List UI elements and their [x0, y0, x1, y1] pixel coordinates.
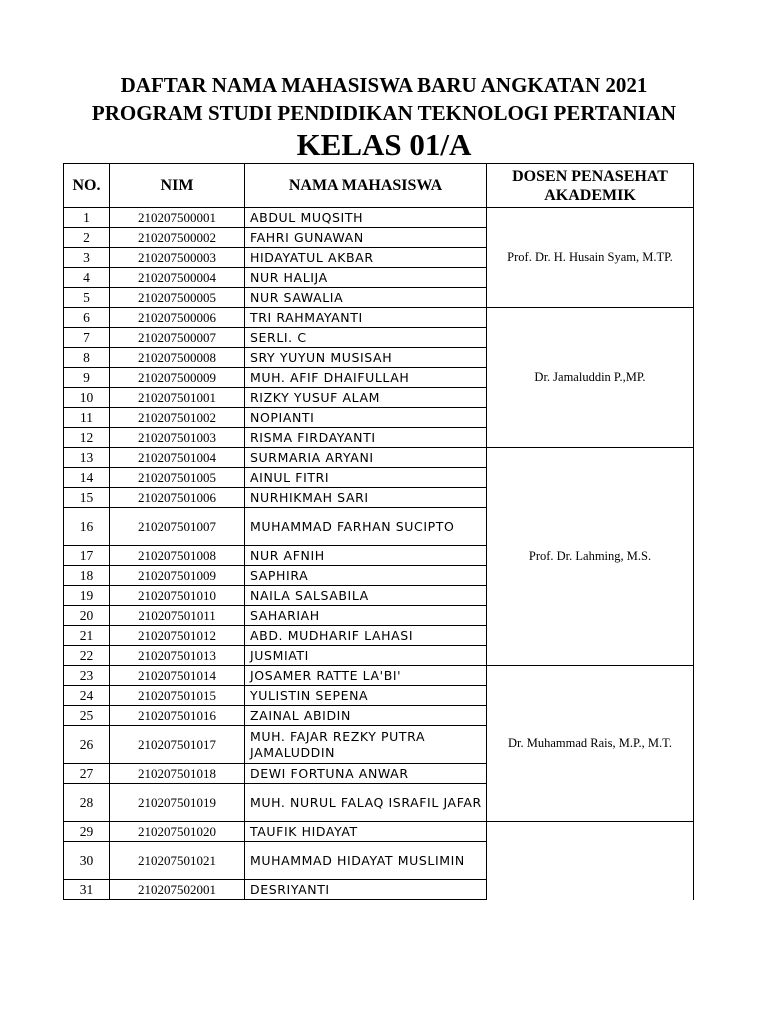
row-number: 10: [64, 388, 110, 408]
row-nim: 210207501010: [110, 586, 245, 606]
row-student-name: MUH. AFIF DHAIFULLAH: [245, 368, 487, 388]
row-nim: 210207502001: [110, 880, 245, 900]
row-number: 2: [64, 228, 110, 248]
row-number: 21: [64, 626, 110, 646]
row-nim: 210207501020: [110, 822, 245, 842]
row-student-name: NUR AFNIH: [245, 546, 487, 566]
row-number: 7: [64, 328, 110, 348]
row-number: 16: [64, 508, 110, 546]
row-number: 17: [64, 546, 110, 566]
document-title-line-1: DAFTAR NAMA MAHASISWA BARU ANGKATAN 2021: [120, 73, 648, 97]
advisor-cell: [487, 822, 694, 900]
row-number: 28: [64, 784, 110, 822]
row-student-name: HIDAYATUL AKBAR: [245, 248, 487, 268]
row-student-name: FAHRI GUNAWAN: [245, 228, 487, 248]
row-student-name: NOPIANTI: [245, 408, 487, 428]
row-nim: 210207501012: [110, 626, 245, 646]
row-student-name: DEWI FORTUNA ANWAR: [245, 764, 487, 784]
row-student-name: JUSMIATI: [245, 646, 487, 666]
document-title-line-2: PROGRAM STUDI PENDIDIKAN TEKNOLOGI PERTANIAN: [91, 101, 677, 125]
column-header-dosen: DOSEN PENASEHAT AKADEMIK: [487, 164, 694, 208]
column-header-no: NO.: [64, 164, 110, 208]
row-number: 8: [64, 348, 110, 368]
row-nim: 210207501005: [110, 468, 245, 488]
row-student-name: SAPHIRA: [245, 566, 487, 586]
row-nim: 210207501002: [110, 408, 245, 428]
row-nim: 210207501017: [110, 726, 245, 764]
table-row: [64, 448, 694, 468]
row-student-name: JOSAMER RATTE LA'BI': [245, 666, 487, 686]
row-number: 31: [64, 880, 110, 900]
row-student-name: DESRIYANTI: [245, 880, 487, 900]
row-student-name: MUHAMMAD FARHAN SUCIPTO: [245, 508, 487, 546]
column-header-nama: NAMA MAHASISWA: [245, 164, 487, 208]
table-row: [64, 208, 694, 228]
row-nim: 210207501021: [110, 842, 245, 880]
row-student-name: ZAINAL ABIDIN: [245, 706, 487, 726]
row-number: 19: [64, 586, 110, 606]
row-student-name: YULISTIN SEPENA: [245, 686, 487, 706]
row-nim: 210207500008: [110, 348, 245, 368]
row-nim: 210207501018: [110, 764, 245, 784]
row-number: 20: [64, 606, 110, 626]
row-number: 27: [64, 764, 110, 784]
row-student-name: MUH. FAJAR REZKY PUTRA JAMALUDDIN: [245, 726, 487, 764]
row-number: 4: [64, 268, 110, 288]
row-number: 18: [64, 566, 110, 586]
row-nim: 210207500001: [110, 208, 245, 228]
row-number: 26: [64, 726, 110, 764]
row-number: 9: [64, 368, 110, 388]
row-student-name: SERLI. C: [245, 328, 487, 348]
row-student-name: TRI RAHMAYANTI: [245, 308, 487, 328]
row-student-name: MUH. NURUL FALAQ ISRAFIL JAFAR: [245, 784, 487, 822]
advisor-name: Prof. Dr. Lahming, M.S.: [528, 549, 652, 563]
row-nim: 210207501003: [110, 428, 245, 448]
column-header-nim: NIM: [110, 164, 245, 208]
row-student-name: RIZKY YUSUF ALAM: [245, 388, 487, 408]
row-nim: 210207500005: [110, 288, 245, 308]
row-number: 13: [64, 448, 110, 468]
row-nim: 210207500009: [110, 368, 245, 388]
row-nim: 210207501008: [110, 546, 245, 566]
row-number: 12: [64, 428, 110, 448]
row-student-name: ABD. MUDHARIF LAHASI: [245, 626, 487, 646]
row-nim: 210207501016: [110, 706, 245, 726]
table-row: [64, 666, 694, 686]
row-student-name: AINUL FITRI: [245, 468, 487, 488]
advisor-cell: [487, 448, 694, 666]
row-nim: 210207501015: [110, 686, 245, 706]
row-number: 5: [64, 288, 110, 308]
row-student-name: NAILA SALSABILA: [245, 586, 487, 606]
class-title: KELAS 01/A: [296, 127, 472, 162]
row-number: 30: [64, 842, 110, 880]
row-nim: 210207501019: [110, 784, 245, 822]
row-nim: 210207501009: [110, 566, 245, 586]
row-nim: 210207500002: [110, 228, 245, 248]
table-row: [64, 822, 694, 842]
row-student-name: MUHAMMAD HIDAYAT MUSLIMIN: [245, 842, 487, 880]
row-number: 25: [64, 706, 110, 726]
row-nim: 210207500007: [110, 328, 245, 348]
row-student-name: ABDUL MUQSITH: [245, 208, 487, 228]
row-number: 14: [64, 468, 110, 488]
row-student-name: TAUFIK HIDAYAT: [245, 822, 487, 842]
row-nim: 210207501006: [110, 488, 245, 508]
row-student-name: NURHIKMAH SARI: [245, 488, 487, 508]
advisor-cell: [487, 308, 694, 448]
row-nim: 210207500006: [110, 308, 245, 328]
table-row: [64, 308, 694, 328]
row-number: 3: [64, 248, 110, 268]
table-header-row: [64, 164, 694, 208]
row-number: 6: [64, 308, 110, 328]
student-table: [63, 163, 694, 900]
row-nim: 210207501001: [110, 388, 245, 408]
row-student-name: NUR SAWALIA: [245, 288, 487, 308]
row-nim: 210207501013: [110, 646, 245, 666]
row-student-name: RISMA FIRDAYANTI: [245, 428, 487, 448]
row-nim: 210207501014: [110, 666, 245, 686]
advisor-cell: [487, 666, 694, 822]
row-nim: 210207501011: [110, 606, 245, 626]
row-nim: 210207500004: [110, 268, 245, 288]
row-nim: 210207500003: [110, 248, 245, 268]
row-number: 22: [64, 646, 110, 666]
row-student-name: SAHARIAH: [245, 606, 487, 626]
row-number: 29: [64, 822, 110, 842]
row-number: 11: [64, 408, 110, 428]
row-number: 1: [64, 208, 110, 228]
advisor-name: Dr. Jamaluddin P.,MP.: [534, 370, 646, 384]
row-number: 24: [64, 686, 110, 706]
row-nim: 210207501004: [110, 448, 245, 468]
advisor-name: Prof. Dr. H. Husain Syam, M.TP.: [507, 250, 673, 264]
row-number: 23: [64, 666, 110, 686]
row-nim: 210207501007: [110, 508, 245, 546]
row-student-name: NUR HALIJA: [245, 268, 487, 288]
advisor-name: Dr. Muhammad Rais, M.P., M.T.: [507, 736, 672, 750]
row-student-name: SURMARIA ARYANI: [245, 448, 487, 468]
advisor-cell: [487, 208, 694, 308]
row-number: 15: [64, 488, 110, 508]
table-body: [64, 208, 694, 900]
row-student-name: SRY YUYUN MUSISAH: [245, 348, 487, 368]
